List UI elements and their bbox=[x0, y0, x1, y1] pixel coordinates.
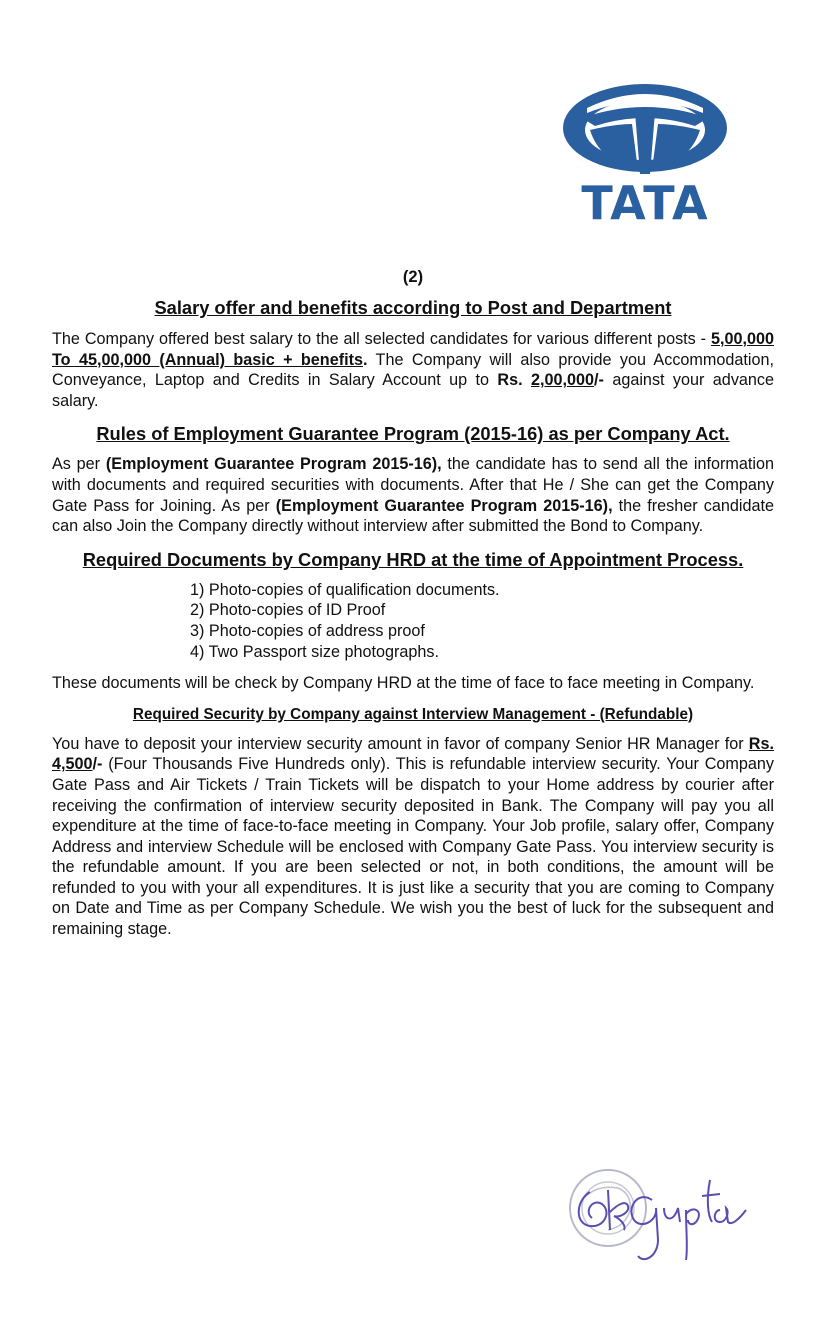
text-span: . bbox=[362, 350, 368, 369]
documents-heading: Required Documents by Company HRD at the time of Appointment Process. bbox=[82, 548, 744, 570]
seal-and-signature-icon bbox=[560, 1160, 760, 1280]
text-span: /- bbox=[92, 755, 103, 774]
rules-paragraph bbox=[52, 454, 774, 536]
salary-paragraph bbox=[52, 329, 774, 411]
text-span: the candidate has to send all the information with documents and required securities with documents. After that He / She can get the Company Gate Pass for Joining. As per bbox=[52, 455, 774, 515]
rules-heading: Rules of Employment Guarantee Program (2015-16) as per Company Act. bbox=[96, 423, 730, 445]
text-span: You have to deposit your interview security amount in favor of company Senior HR Manager for bbox=[52, 734, 749, 753]
program-name: (Employment Guarantee Program 2015-16), bbox=[275, 496, 613, 515]
security-amount: Rs. 4,500 bbox=[52, 734, 774, 774]
security-paragraph bbox=[52, 734, 774, 940]
salary-range: 5,00,000 To 45,00,000 (Annual) basic + benefits bbox=[52, 330, 774, 369]
page-number: (2) bbox=[402, 268, 424, 286]
text-span: (Four Thousands Five Hundreds only). This is refundable interview security. Your Company Gate Pass and Air Tickets / Train Tickets will be dispatch to your Home address by courier after receiving the confirmation of interview security deposited in Bank. The Company will pay you all expenditure at the time of face-to-face meeting in Company. Your Job profile, salary offer, Company Address and interview Schedule will be enclosed with Company Gate Pass. You interview security is the refundable amount. If you are been selected or not, in both conditions, the amount will be refunded to you with your all expenditures. It is just like a security that you are coming to Company on Date and Time as per Company Schedule. We wish you the best of luck for the subsequent and remaining stage. bbox=[52, 755, 774, 939]
salary-heading: Salary offer and benefits according to Post and Department bbox=[154, 297, 672, 318]
text-span: against your advance salary. bbox=[52, 371, 775, 410]
text-span: the fresher candidate can also Join the Company directly without interview after submitted the Bond to Company. bbox=[52, 496, 774, 536]
text-span: As per bbox=[52, 455, 106, 474]
credit-amount: 2,00,000 bbox=[531, 371, 595, 390]
list-item: 4) Two Passport size photographs. bbox=[190, 642, 439, 661]
text-span: The Company will also provide you Accommodation, Conveyance, Laptop and Credits in Salary Account up to bbox=[52, 350, 774, 390]
documents-list bbox=[52, 580, 774, 662]
documents-note: These documents will be check by Company HRD at the time of face to face meeting in Company. bbox=[52, 674, 755, 693]
rs-label: Rs. bbox=[497, 371, 523, 390]
program-name: (Employment Guarantee Program 2015-16), bbox=[105, 455, 442, 474]
list-item: 3) Photo-copies of address proof bbox=[190, 621, 425, 640]
list-item: 1) Photo-copies of qualification documents. bbox=[190, 580, 500, 599]
tata-logo bbox=[560, 82, 730, 232]
tata-emblem-icon bbox=[560, 82, 730, 177]
security-heading: Required Security by Company against Interview Management - (Refundable) bbox=[132, 705, 694, 723]
tata-wordmark: TATA bbox=[581, 176, 709, 230]
letter-body bbox=[52, 268, 774, 940]
list-item: 2) Photo-copies of ID Proof bbox=[190, 601, 386, 620]
text-span: The Company offered best salary to the all selected candidates for various different posts - bbox=[52, 330, 711, 348]
signature-with-seal bbox=[560, 1160, 760, 1280]
text-span: /- bbox=[594, 371, 604, 390]
